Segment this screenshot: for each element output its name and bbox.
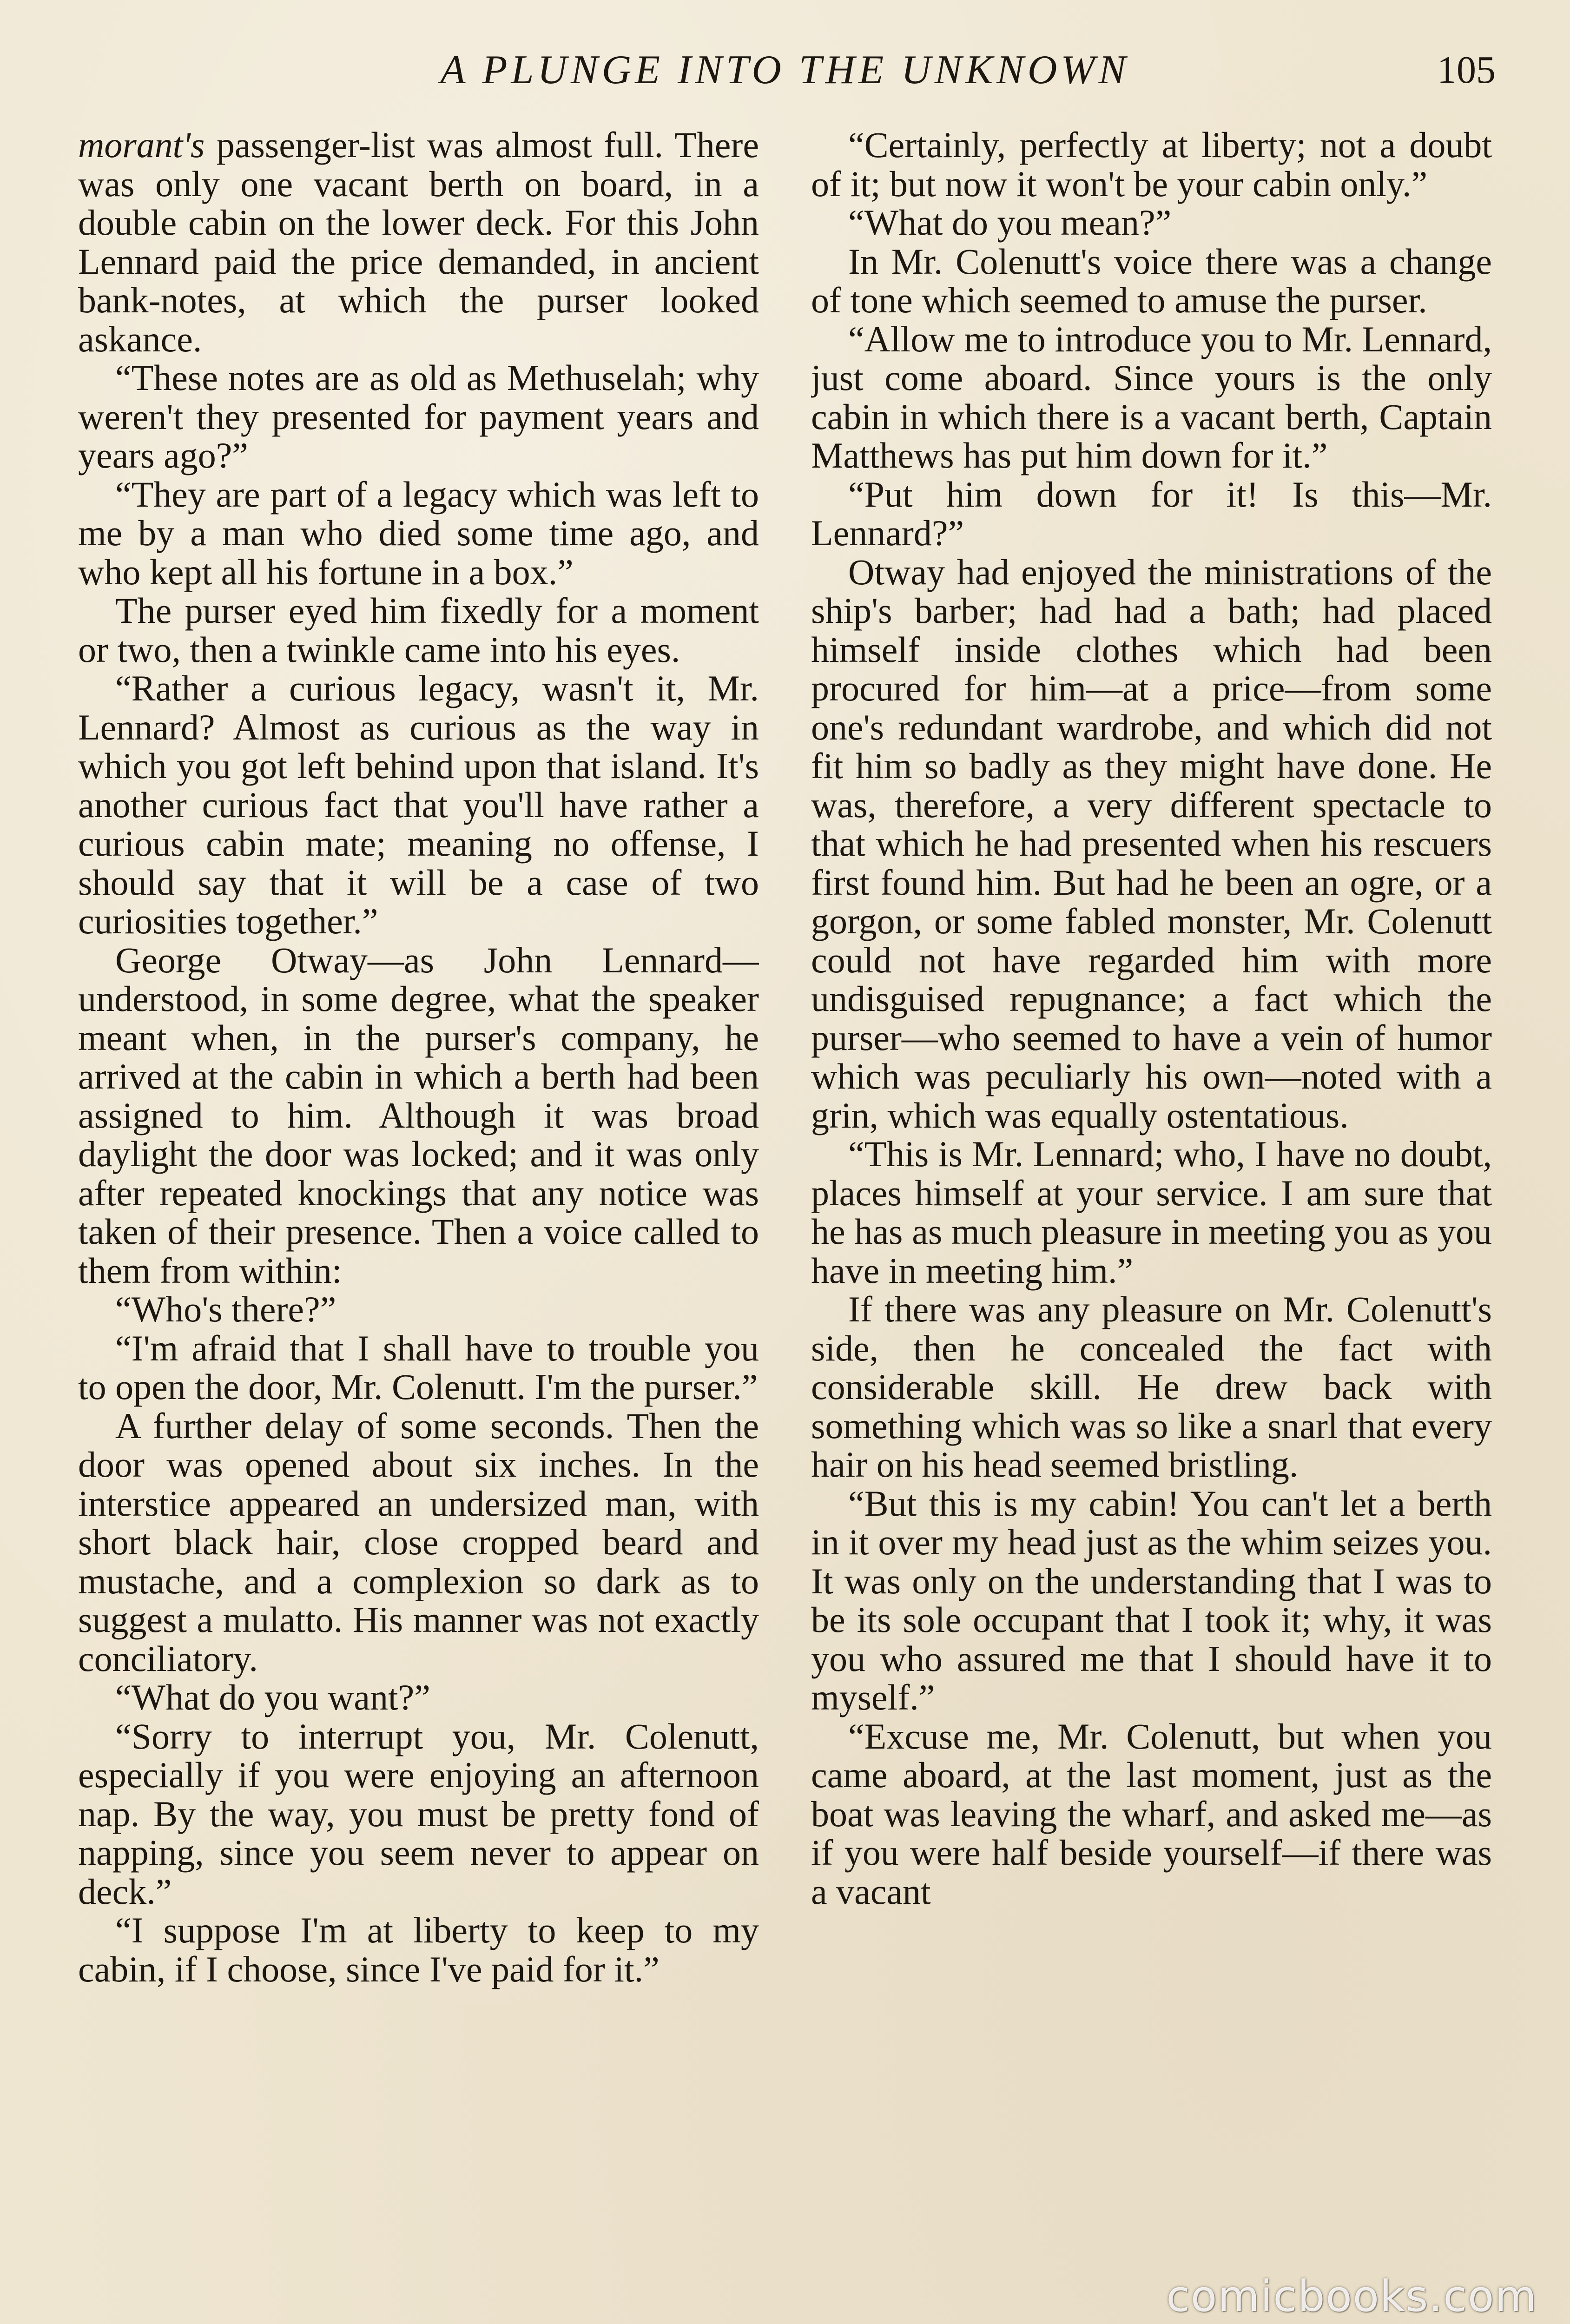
paragraph-lead-italic: morant's xyxy=(78,125,205,165)
paragraph: “Excuse me, Mr. Colenutt, but when you came aboard, at the last moment, just as the boat was leaving the wharf, and asked me—as if you were half beside yourself—if there was a vacant xyxy=(811,1716,1492,1912)
paragraph: George Otway—as John Lennard—understood, in some degree, what the speaker meant when, in the purser's company, he arrived at the cabin in which a berth had been assigned to him. Although it was broad daylight the door was locked; and it was only after repeated knockings that any notice was taken of their presence. Then a voice called to them from within: xyxy=(78,939,759,1291)
paragraph: “They are part of a legacy which was left to me by a man who died some time ago, and who kept all his fortune in a box.” xyxy=(78,474,759,592)
text-columns xyxy=(78,125,1492,2236)
paragraph: “I'm afraid that I shall have to trouble you to open the door, Mr. Colenutt. I'm the purser.” xyxy=(78,1327,759,1407)
paragraph: “Who's there?” xyxy=(115,1289,336,1329)
paragraph: If there was any pleasure on Mr. Colenutt's side, then he concealed the fact with considerable skill. He drew back with something which was so like a snarl that every hair on his head seemed bristling. xyxy=(811,1289,1492,1485)
page-title: A PLUNGE INTO THE UNKNOWN xyxy=(440,47,1130,92)
paragraph: “This is Mr. Lennard; who, I have no doubt, places himself at your service. I am sure that he has as much pleasure in meeting you as you have in meeting him.” xyxy=(811,1134,1492,1291)
paragraph xyxy=(78,125,759,358)
paragraph: A further delay of some seconds. Then the door was opened about six inches. In the interstice appeared an undersized man, with short black hair, close cropped beard and mustache, and a complexion so dark as to suggest a mulatto. His manner was not exactly conciliatory. xyxy=(78,1405,759,1679)
paragraph: “Allow me to introduce you to Mr. Lennard, just come aboard. Since yours is the only cabin in which there is a vacant berth, Captain Matthews has put him down for it.” xyxy=(811,318,1492,475)
paragraph: “Rather a curious legacy, wasn't it, Mr. Lennard? Almost as curious as the way in which you got left behind upon that island. It's another curious fact that you'll have rather a curious cabin mate; meaning no offense, I should say that it will be a case of two curiosities together.” xyxy=(78,668,759,941)
paragraph: “Sorry to interrupt you, Mr. Colenutt, especially if you were enjoying an afternoon nap. By the way, you must be pretty fond of napping, since you seem never to appear on deck.” xyxy=(78,1716,759,1912)
page-number: 105 xyxy=(1437,48,1496,92)
paragraph: “But this is my cabin! You can't let a berth in it over my head just as the whim seizes you. It was only on the understanding that I was to be its sole occupant that I took it; why, it was you who assured me that I should have it to myself.” xyxy=(811,1483,1492,1717)
paragraph: “Certainly, perfectly at liberty; not a doubt of it; but now it won't be your cabin only.” xyxy=(811,125,1492,204)
paragraph: “Put him down for it! Is this—Mr. Lennard?” xyxy=(811,474,1492,553)
watermark: comicbooks.com xyxy=(1166,2271,1537,2321)
paragraph-text: passenger-list was almost full. There was only one vacant berth on board, in a double cabin on the lower deck. For this John Lennard paid the price demanded, in ancient bank-notes, at which the purser looked askance. xyxy=(78,125,759,359)
paragraph: Otway had enjoyed the ministrations of the ship's barber; had had a bath; had placed himself inside clothes which had been procured for him—at a price—from some one's redundant wardrobe, and which did not fit him so badly as they might have done. He was, therefore, a very different spectacle to that which he had presented when his rescuers first found him. But had he been an ogre, or a gorgon, or some fabled monster, Mr. Colenutt could not have regarded him with more undisguised repugnance; a fact which the purser—who seemed to have a vein of humor which was peculiarly his own—noted with a grin, which was equally ostentatious. xyxy=(811,551,1492,1136)
paragraph: The purser eyed him fixedly for a moment or two, then a twinkle came into his eyes. xyxy=(78,590,759,670)
right-column xyxy=(811,125,1492,2236)
paragraph: In Mr. Colenutt's voice there was a change of tone which seemed to amuse the purser. xyxy=(811,241,1492,320)
paragraph: “What do you mean?” xyxy=(848,202,1172,243)
paragraph: “What do you want?” xyxy=(115,1677,430,1717)
left-column xyxy=(78,125,759,2236)
paragraph: “I suppose I'm at liberty to keep to my cabin, if I choose, since I've paid for it.” xyxy=(78,1910,759,1989)
running-head xyxy=(74,45,1496,96)
paragraph: “These notes are as old as Methuselah; why weren't they presented for payment years and years ago?” xyxy=(78,357,759,475)
